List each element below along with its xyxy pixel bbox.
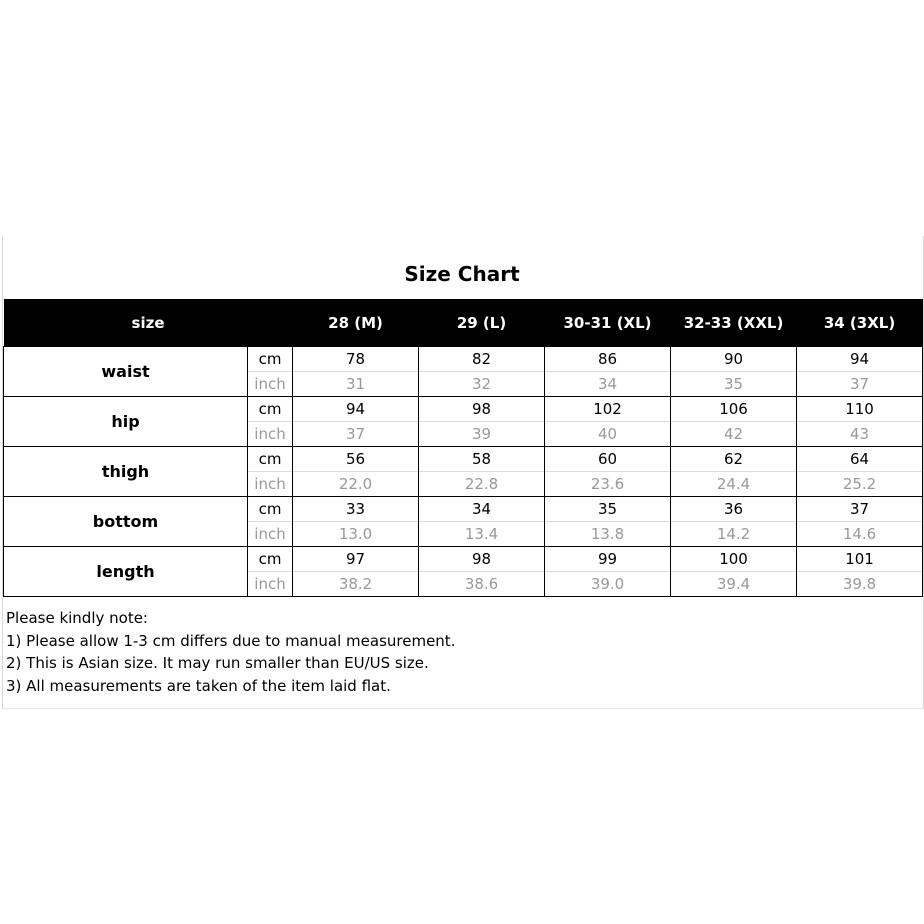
table-header-row [4,299,923,347]
inch-cell: 13.4 [419,522,545,547]
cm-cell: 106 [671,397,797,422]
header-size-column: 32-33 (XXL) [671,299,797,347]
cm-cell: 56 [293,447,419,472]
cm-cell: 33 [293,497,419,522]
unit-cm: cm [248,347,293,372]
header-size-column: 29 (L) [419,299,545,347]
cm-cell: 100 [671,547,797,572]
table-row-cm [4,447,923,472]
inch-cell: 14.2 [671,522,797,547]
cm-cell: 64 [797,447,923,472]
unit-inch: inch [248,522,293,547]
note-item: 1) Please allow 1-3 cm differs due to manual measurement. [6,631,456,650]
unit-cm: cm [248,497,293,522]
note-item: 3) All measurements are taken of the item laid flat. [6,676,391,695]
measurement-label: length [4,547,248,597]
inch-cell: 34 [545,372,671,397]
cm-cell: 62 [671,447,797,472]
inch-cell: 32 [419,372,545,397]
page-title: Size Chart [404,262,520,286]
inch-cell: 39.4 [671,572,797,597]
header-size-column: 34 (3XL) [797,299,923,347]
cm-cell: 110 [797,397,923,422]
unit-inch: inch [248,372,293,397]
cm-cell: 60 [545,447,671,472]
unit-cm: cm [248,547,293,572]
cm-cell: 98 [419,397,545,422]
cm-cell: 82 [419,347,545,372]
measurement-label: waist [4,347,248,397]
header-size-column: 28 (M) [293,299,419,347]
table-row-cm [4,347,923,372]
inch-cell: 39 [419,422,545,447]
inch-cell: 39.8 [797,572,923,597]
inch-cell: 42 [671,422,797,447]
inch-cell: 38.2 [293,572,419,597]
cm-cell: 99 [545,547,671,572]
unit-cm: cm [248,447,293,472]
cm-cell: 101 [797,547,923,572]
table-row-cm [4,547,923,572]
inch-cell: 22.0 [293,472,419,497]
note-item: 2) This is Asian size. It may run smaller than EU/US size. [6,654,429,672]
inch-cell: 38.6 [419,572,545,597]
inch-cell: 24.4 [671,472,797,497]
unit-inch: inch [248,472,293,497]
inch-cell: 13.0 [293,522,419,547]
cm-cell: 102 [545,397,671,422]
cm-cell: 35 [545,497,671,522]
inch-cell: 14.6 [797,522,923,547]
cm-cell: 34 [419,497,545,522]
cm-cell: 98 [419,547,545,572]
unit-cm: cm [248,397,293,422]
cm-cell: 78 [293,347,419,372]
inch-cell: 35 [671,372,797,397]
inch-cell: 43 [797,422,923,447]
header-size-label: size [4,299,293,347]
cm-cell: 36 [671,497,797,522]
inch-cell: 40 [545,422,671,447]
notes-heading: Please kindly note: [6,609,148,627]
table-row-cm [4,497,923,522]
cm-cell: 37 [797,497,923,522]
inch-cell: 37 [293,422,419,447]
cm-cell: 97 [293,547,419,572]
cm-cell: 58 [419,447,545,472]
cm-cell: 94 [293,397,419,422]
cm-cell: 90 [671,347,797,372]
unit-inch: inch [248,422,293,447]
inch-cell: 13.8 [545,522,671,547]
measurement-label: hip [4,397,248,447]
measurement-label: thigh [4,447,248,497]
table-row-cm [4,397,923,422]
cm-cell: 94 [797,347,923,372]
size-table [3,299,923,597]
inch-cell: 23.6 [545,472,671,497]
measurement-label: bottom [4,497,248,547]
inch-cell: 37 [797,372,923,397]
inch-cell: 25.2 [797,472,923,497]
notes [6,607,455,697]
unit-inch: inch [248,572,293,597]
header-size-column: 30-31 (XL) [545,299,671,347]
inch-cell: 31 [293,372,419,397]
cm-cell: 86 [545,347,671,372]
inch-cell: 22.8 [419,472,545,497]
inch-cell: 39.0 [545,572,671,597]
